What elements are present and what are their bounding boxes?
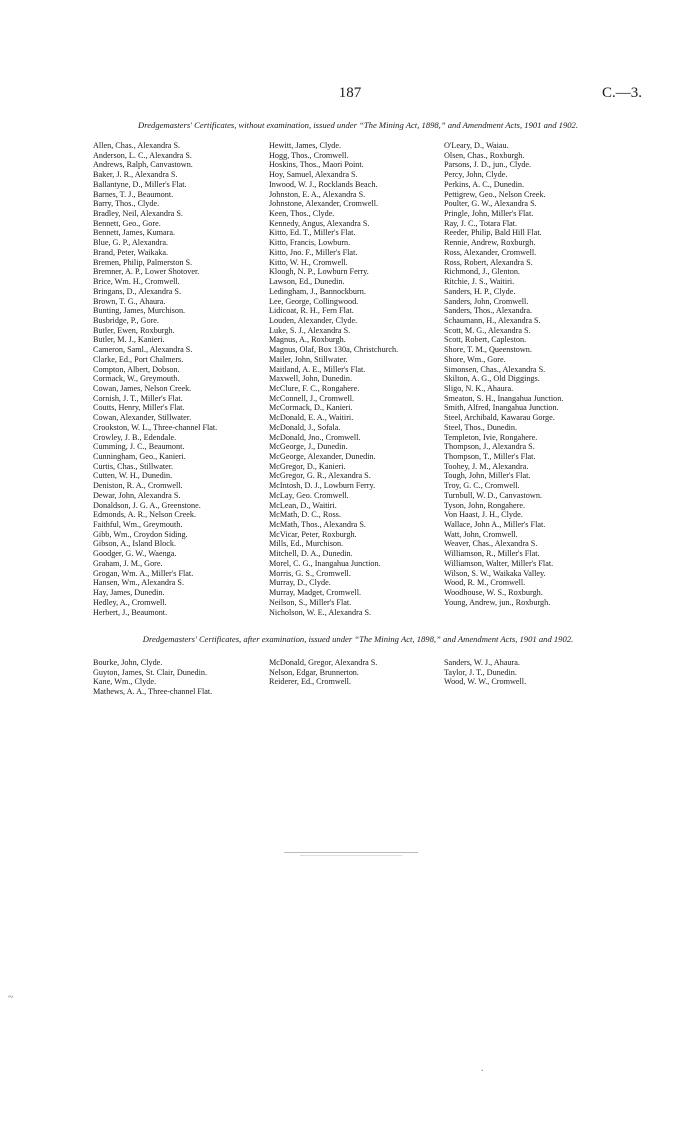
certificate-holder-entry: Louden, Alexander, Clyde. <box>269 315 358 325</box>
certificate-holder-entry: Troy, G. C., Cromwell. <box>444 481 520 491</box>
certificate-holder-entry: Cameron, Saml., Alexandra S. <box>93 345 193 355</box>
certificate-holder-entry: Reeder, Philip, Bald Hill Flat. <box>444 228 542 238</box>
margin-mark: ~ <box>8 992 14 1003</box>
certificate-holder-entry: Barry, Thos., Clyde. <box>93 199 160 209</box>
certificate-holder-entry: Bradley, Neil, Alexandra S. <box>93 209 183 219</box>
certificate-holder-entry: McLean, D., Waitiri. <box>269 500 337 510</box>
certificate-holder-entry: Keen, Thos., Clyde. <box>269 209 335 219</box>
certificate-holder-entry: Wood, R. M., Cromwell. <box>444 578 526 588</box>
certificate-holder-entry: McDonald, Jno., Cromwell. <box>269 432 361 442</box>
certificate-holder-entry: Sligo, N. K., Ahaura. <box>444 383 514 393</box>
certificate-holder-entry: O'Leary, D., Waiau. <box>444 141 509 150</box>
certificate-holder-entry: Morris, G. S., Cromwell. <box>269 568 351 578</box>
certificate-holder-entry: Inwood, W. J., Rocklands Beach. <box>269 179 378 189</box>
certificate-holder-entry: Wallace, John A., Miller's Flat. <box>444 520 546 530</box>
certificate-holder-entry: Bennett, Geo., Gore. <box>93 218 161 228</box>
certificate-holder-entry: Guyton, James, St. Clair, Dunedin. <box>93 667 208 677</box>
certificate-holder-entry: Rennie, Andrew, Roxburgh. <box>444 238 536 248</box>
certificate-holder-entry: Kitto, Jno. F., Miller's Flat. <box>269 247 358 257</box>
certificate-holder-entry: Steel, Thos., Dunedin. <box>444 422 518 432</box>
certificate-holder-entry: Compton, Albert, Dobson. <box>93 364 180 374</box>
certificate-holder-entry: Magnus, Olaf, Box 130a, Christchurch. <box>269 345 399 355</box>
certificate-holder-entry: Olsen, Chas., Roxburgh. <box>444 150 525 160</box>
certificate-holder-entry: Maitland, A. E., Miller's Flat. <box>269 364 366 374</box>
certificate-holder-entry: Deniston, R. A., Cromwell. <box>93 481 183 491</box>
certificate-holder-entry: McLay, Geo. Cromwell. <box>269 490 349 500</box>
certificate-holder-entry: Ballantyne, D., Miller's Flat. <box>93 179 187 189</box>
certificate-holder-entry: Hoskins, Thos., Maori Point. <box>269 160 364 170</box>
certificate-holder-entry: Butler, Ewen, Roxburgh. <box>93 325 175 335</box>
certificate-holder-entry: McIntosh, D. J., Lowburn Ferry. <box>269 481 376 491</box>
certificate-holder-entry: Bourke, John, Clyde. <box>93 658 163 667</box>
certificate-holder-entry: Young, Andrew, jun., Roxburgh. <box>444 597 551 607</box>
certificate-holder-entry: Gibb, Wm., Croydon Siding. <box>93 529 188 539</box>
certificate-holder-entry: Cunningham, Geo., Kanieri. <box>93 452 186 461</box>
divider-rule <box>284 852 418 853</box>
certificate-holder-entry: Reiderer, Ed., Cromwell. <box>269 677 351 687</box>
certificate-holder-entry: McGeorge, Alexander, Dunedin. <box>269 452 376 461</box>
certificate-holder-entry: Goodger, G. W., Waenga. <box>93 549 177 559</box>
certificate-holder-entry: Bennett, James, Kumara. <box>93 228 176 238</box>
certificate-holder-entry: Lawson, Ed., Dunedin. <box>269 277 345 287</box>
certificate-holder-entry: McGregor, D., Kanieri. <box>269 461 346 471</box>
certificate-holder-entry: Cornish, J. T., Miller's Flat. <box>93 393 183 403</box>
certificate-holder-entry: Neilson, S., Miller's Flat. <box>269 597 352 607</box>
name-column-3 <box>444 141 563 608</box>
certificate-holder-entry: Mills, Ed., Murchison. <box>269 539 344 549</box>
page-reference: C.—3. <box>601 85 642 101</box>
certificate-holder-entry: Tough, John, Miller's Flat. <box>444 471 531 481</box>
certificate-holder-entry: Tyson, John, Rongahere. <box>444 500 526 510</box>
certificate-holder-entry: Sanders, W. J., Ahaura. <box>444 658 520 667</box>
certificate-holder-entry: Graham, J. M., Gore. <box>93 558 163 568</box>
certificate-holder-entry: Cormack, W., Greymouth. <box>93 374 180 384</box>
margin-mark: . <box>481 1063 484 1074</box>
certificate-holder-entry: McDonald, E. A., Waitiri. <box>269 413 354 423</box>
certificate-holder-entry: Kennedy, Angus, Alexandra S. <box>269 218 370 228</box>
certificate-holder-entry: Anderson, L. C., Alexandra S. <box>93 150 192 160</box>
certificate-holder-entry: Nelson, Edgar, Brunnerton. <box>269 667 359 677</box>
certificate-holder-entry: Ross, Robert, Alexandra S. <box>444 257 533 267</box>
certificate-holder-entry: Allen, Chas., Alexandra S. <box>93 141 181 150</box>
certificate-holder-entry: McGeorge, J., Dunedin. <box>269 442 348 452</box>
certificate-holder-entry: Kane, Wm., Clyde. <box>93 677 157 687</box>
certificate-holder-entry: Shore, Wm., Gore. <box>444 354 506 364</box>
certificate-holder-entry: Mailer, John, Stillwater. <box>269 354 348 364</box>
certificate-holder-entry: Bremner, A. P., Lower Shotover. <box>93 267 200 277</box>
certificate-holder-entry: Lee, George, Collingwood. <box>269 296 359 306</box>
section-heading-after-examination: Dredgemasters' Certificates, after examination, issued under “The Mining Act, 1898,” and Amendment Acts, 1901 and 1902. <box>142 634 574 644</box>
certificate-holder-entry: Turnbull, W. D., Canvastown. <box>444 490 542 500</box>
certificate-holder-entry: Cutten, W. H., Dunedin. <box>93 471 173 481</box>
exam-name-column-3 <box>444 658 526 687</box>
certificate-holder-entry: Hay, James, Dunedin. <box>93 588 165 598</box>
certificate-holder-entry: Toohey, J. M., Alexandra. <box>444 461 529 471</box>
certificate-holder-entry: Pringle, John, Miller's Flat. <box>444 209 534 219</box>
certificate-holder-entry: Pettigrew, Geo., Nelson Creek. <box>444 189 546 199</box>
certificate-holder-entry: Schaumann, H., Alexandra S. <box>444 315 541 325</box>
certificate-holder-entry: Hogg, Thos., Cromwell. <box>269 150 349 160</box>
certificate-holder-entry: Steel, Archibald, Kawarau Gorge. <box>444 413 555 423</box>
certificate-holder-entry: Dewar, John, Alexandra S. <box>93 490 181 500</box>
certificate-holder-entry: Ritchie, J. S., Waitiri. <box>444 277 515 287</box>
certificate-holder-entry: Gibson, A., Island Block. <box>93 539 177 549</box>
certificate-holder-entry: Williamson, R., Miller's Flat. <box>444 549 540 559</box>
certificate-holder-entry: McVicar, Peter, Roxburgh. <box>269 529 357 539</box>
certificate-holder-entry: Cowan, James, Nelson Creek. <box>93 383 192 393</box>
certificate-holder-entry: Scott, Robert, Capleston. <box>444 335 527 345</box>
certificate-holder-entry: Brice, Wm. H., Cromwell. <box>93 277 180 287</box>
certificate-holder-entry: Grogan, Wm. A., Miller's Flat. <box>93 568 194 578</box>
certificate-holder-entry: Parsons, J. D., jun., Clyde. <box>444 160 532 170</box>
certificate-holder-entry: Johnstone, Alexander, Cromwell. <box>269 199 379 209</box>
certificate-holder-entry: Williamson, Walter, Miller's Flat. <box>444 558 554 568</box>
certificate-holder-entry: Scott, M. G., Alexandra S. <box>444 325 531 335</box>
certificate-holder-entry: Bunting, James, Murchison. <box>93 306 186 316</box>
certificate-holder-entry: Crowley, J. B., Edendale. <box>93 432 177 442</box>
certificate-holder-entry: Thompson, J., Alexandra S. <box>444 442 535 452</box>
divider-rule-faint <box>300 855 402 856</box>
certificate-holder-entry: McConnell, J., Cromwell. <box>269 393 355 403</box>
certificate-holder-entry: Cumming, J. C., Beaumont. <box>93 442 185 452</box>
certificate-holder-entry: Magnus, A., Roxburgh. <box>269 335 346 345</box>
certificate-holder-entry: Taylor, J. T., Dunedin. <box>444 667 517 677</box>
certificate-holder-entry: Murray, Madget, Cromwell. <box>269 588 362 598</box>
section-heading-without-examination: Dredgemasters' Certificates, without examination, issued under “The Mining Act, 1898,” and Amendment Acts, 1901 and 1902. <box>137 120 578 130</box>
certificate-holder-entry: Butler, M. J., Kanieri. <box>93 335 165 345</box>
certificate-holder-entry: Smith, Alfred, Inangahua Junction. <box>444 403 559 413</box>
certificate-holder-entry: McDonald, Gregor, Alexandra S. <box>269 658 378 667</box>
certificate-holder-entry: Cowan, Alexander, Stillwater. <box>93 413 192 423</box>
certificate-holder-entry: Hansen, Wm., Alexandra S. <box>93 578 185 588</box>
certificate-holder-entry: Ross, Alexander, Cromwell. <box>444 247 537 257</box>
certificate-holder-entry: Crookston, W. L., Three-channel Flat. <box>93 422 218 432</box>
certificate-holder-entry: Kitto, Francis, Lowburn. <box>269 238 351 248</box>
certificate-holder-entry: McDonald, J., Sofala. <box>269 422 341 432</box>
certificate-holder-entry: McGregor, G. R., Alexandra S. <box>269 471 371 481</box>
certificate-holder-entry: Kitto, W. H., Cromwell. <box>269 257 348 267</box>
certificate-holder-entry: Nicholson, W. E., Alexandra S. <box>269 607 372 617</box>
certificate-holder-entry: Wood, W. W., Cromwell. <box>444 677 527 687</box>
certificate-holder-entry: Mitchell, D. A., Dunedin. <box>269 549 353 559</box>
certificate-holder-entry: Templeton, Ivie, Rongahere. <box>444 432 538 442</box>
certificate-holder-entry: Bremen, Philip, Palmerston S. <box>93 257 193 267</box>
name-column-1 <box>93 141 217 617</box>
certificate-holder-entry: Smeaton, S. H., Inangahua Junction. <box>444 393 564 403</box>
certificate-holder-entry: Ledingham, J., Bannockburn. <box>269 286 366 296</box>
certificate-holder-entry: Richmond, J., Glenton. <box>444 267 520 277</box>
certificate-holder-entry: Blue, G. P., Alexandra. <box>93 238 169 248</box>
certificate-holder-entry: Johnston, E. A., Alexandra S. <box>269 189 366 199</box>
certificate-holder-entry: Lidicoat, R. H., Fern Flat. <box>269 306 354 316</box>
certificate-holder-entry: McClure, F. C., Rongahere. <box>269 383 360 393</box>
certificate-holder-entry: Weaver, Chas., Alexandra S. <box>444 539 538 549</box>
exam-name-column-2 <box>269 658 377 687</box>
certificate-holder-entry: Donaldson, J. G. A., Greenstone. <box>93 500 201 510</box>
certificate-holder-entry: Sanders, John, Cromwell. <box>444 296 529 306</box>
certificate-holder-entry: Mathews, A. A., Three-channel Flat. <box>93 687 213 697</box>
certificate-holder-entry: Barnes, T. J., Beaumont. <box>93 189 174 199</box>
certificate-holder-entry: Andrews, Ralph, Canvastown. <box>93 160 193 170</box>
certificate-holder-entry: Shore, T. M., Queenstown. <box>444 345 532 355</box>
certificate-holder-entry: Skilton, A. G., Old Diggings. <box>444 374 540 384</box>
certificate-holder-entry: Brand, Peter, Waikaka. <box>93 247 169 257</box>
certificate-holder-entry: Busbridge, P., Gore. <box>93 315 159 325</box>
certificate-holder-entry: Sanders, Thos., Alexandra. <box>444 306 533 316</box>
certificate-holder-entry: Poulter, G. W., Alexandra S. <box>444 199 537 209</box>
certificate-holder-entry: Hedley, A., Cromwell. <box>93 597 167 607</box>
certificate-holder-entry: Kitto, Ed. T., Miller's Flat. <box>269 228 356 238</box>
certificate-holder-entry: Morel, C. G., Inangahua Junction. <box>269 558 381 568</box>
certificate-holder-entry: Sanders, H. P., Clyde. <box>444 286 516 296</box>
certificate-holder-entry: Coutts, Henry, Miller's Flat. <box>93 403 185 413</box>
certificate-holder-entry: Murray, D., Clyde. <box>269 578 331 588</box>
certificate-holder-entry: Ray, J. C., Totara Flat. <box>444 218 518 228</box>
page-number: 187 <box>338 85 362 101</box>
certificate-holder-entry: Hewitt, James, Clyde. <box>269 141 342 150</box>
certificate-holder-entry: McMath, Thos., Alexandra S. <box>269 520 366 530</box>
certificate-holder-entry: Brown, T. G., Ahaura. <box>93 296 166 306</box>
certificate-holder-entry: Thompson, T., Miller's Flat. <box>444 452 536 461</box>
certificate-holder-entry: Wilson, S. W., Waikaka Valley. <box>444 568 546 578</box>
certificate-holder-entry: Baker, J. R., Alexandra S. <box>93 170 178 180</box>
certificate-holder-entry: McMath, D. C., Ross. <box>269 510 341 520</box>
certificate-holder-entry: McCormack, D., Kanieri. <box>269 403 353 413</box>
certificate-holder-entry: Percy, John, Clyde. <box>444 170 508 180</box>
certificate-holder-entry: Edmonds, A. R., Nelson Creek. <box>93 510 197 520</box>
certificate-holder-entry: Woodhouse, W. S., Roxburgh. <box>444 588 543 598</box>
certificate-holder-entry: Von Haast, J. H., Clyde. <box>444 510 523 520</box>
certificate-holder-entry: Faithful, Wm., Greymouth. <box>93 520 183 530</box>
certificate-holder-entry: Luke, S. J., Alexandra S. <box>269 325 351 335</box>
exam-name-column-1 <box>93 658 212 697</box>
certificate-holder-entry: Clarke, Ed., Port Chalmers. <box>93 354 184 364</box>
certificate-holder-entry: Perkins, A. C., Dunedin. <box>444 179 525 189</box>
certificate-holder-entry: Maxwell, John, Dunedin. <box>269 374 353 384</box>
name-column-2 <box>269 141 398 617</box>
certificate-holder-entry: Kloogh, N. P., Lowburn Ferry. <box>269 267 369 277</box>
certificate-holder-entry: Watt, John, Cromwell. <box>444 529 518 539</box>
certificate-holder-entry: Curtis, Chas., Stillwater. <box>93 461 174 471</box>
certificate-holder-entry: Hoy, Samuel, Alexandra S. <box>269 170 358 180</box>
certificate-holder-entry: Bringans, D., Alexandra S. <box>93 286 182 296</box>
certificate-holder-entry: Herbert, J., Beaumont. <box>93 607 168 617</box>
certificate-holder-entry: Simonsen, Chas., Alexandra S. <box>444 364 546 374</box>
